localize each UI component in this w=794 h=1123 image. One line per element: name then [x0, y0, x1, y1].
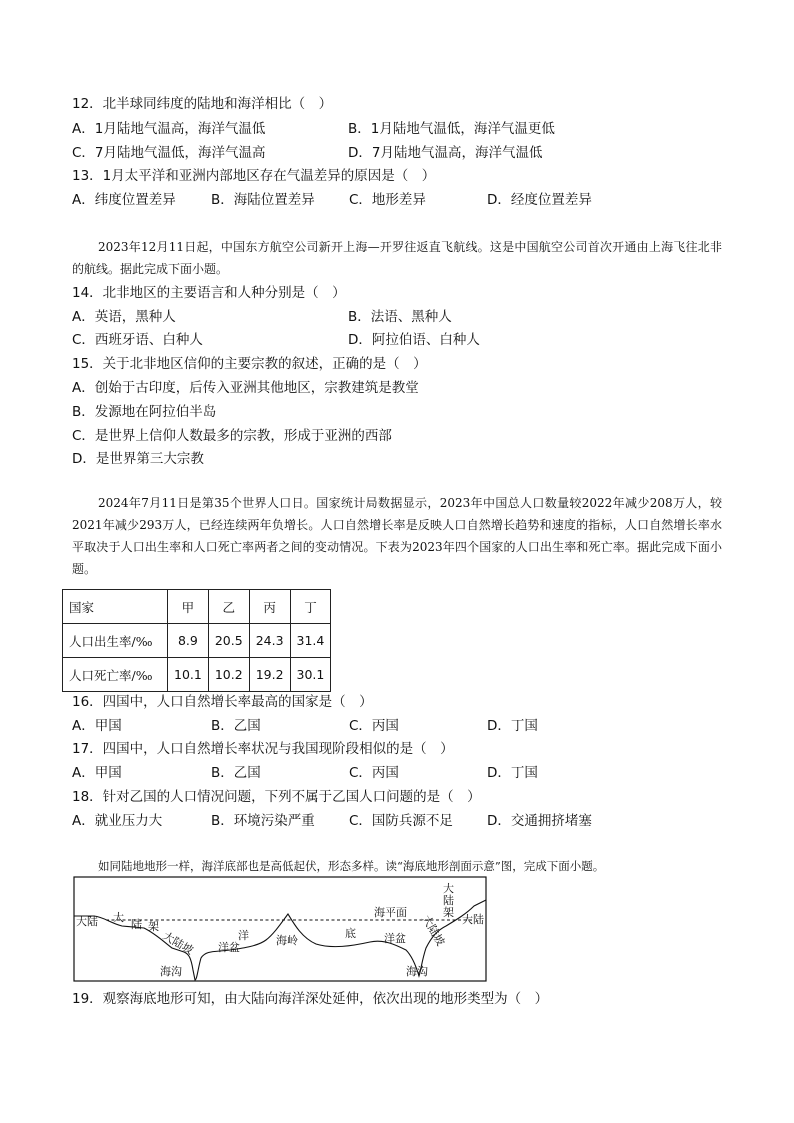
q12-option-a: A．1月陆地气温高，海洋气温低: [72, 121, 266, 137]
table-header-cell: 丁: [290, 590, 331, 624]
q18-option-c: C．国防兵源不足: [349, 813, 453, 829]
passage-seafloor-text: 如同陆地地形一样，海洋底部也是高低起伏，形态多样。读“海底地形剖面示意”图，完成下面小题。: [98, 859, 605, 873]
q16-option-a: A．甲国: [72, 718, 122, 734]
label-trench-left: 海沟: [160, 965, 182, 978]
q17-stem: 17．四国中，人口自然增长率状况与我国现阶段相似的是（ ）: [72, 741, 454, 757]
label-shelf-da: 大: [113, 911, 124, 924]
q17-option-c: C．丙国: [349, 765, 399, 781]
table-cell: 31.4: [290, 624, 331, 658]
q15-option-c: C．是世界上信仰人数最多的宗教，形成于亚洲的西部: [72, 428, 392, 444]
population-rate-table: [62, 589, 331, 692]
q17-option-b: B．乙国: [211, 765, 261, 781]
table-cell: 8.9: [168, 624, 209, 658]
table-header-cell: 甲: [168, 590, 209, 624]
label-shelf-right-jia: 架: [443, 906, 454, 919]
q16-option-d: D．丁国: [487, 718, 538, 734]
q12-stem: 12．北半球同纬度的陆地和海洋相比（ ）: [72, 96, 333, 112]
table-cell: 24.3: [249, 624, 290, 658]
q15-option-b: B．发源地在阿拉伯半岛: [72, 404, 217, 420]
label-trench-right: 海沟: [406, 965, 428, 978]
table-cell: 19.2: [249, 658, 290, 692]
table-cell: 10.1: [168, 658, 209, 692]
q15-option-d: D．是世界第三大宗教: [72, 451, 204, 467]
q16-option-c: C．丙国: [349, 718, 399, 734]
table-header-cell: 乙: [208, 590, 249, 624]
table-cell: 30.1: [290, 658, 331, 692]
q12-option-b: B．1月陆地气温低，海洋气温更低: [348, 121, 555, 137]
seafloor-profile-diagram: [70, 876, 490, 986]
table-row-death-rate: [63, 658, 331, 692]
q13-option-c: C．地形差异: [349, 192, 426, 208]
q15-stem: 15．关于北非地区信仰的主要宗教的叙述，正确的是（ ）: [72, 356, 427, 372]
label-slope-right: 大陆坡: [419, 913, 448, 949]
q16-stem: 16．四国中，人口自然增长率最高的国家是（ ）: [72, 694, 373, 710]
table-header-cell: 国家: [63, 590, 168, 624]
q16-option-b: B．乙国: [211, 718, 261, 734]
label-shelf-lu: 陆: [131, 918, 142, 931]
q13-option-a: A．纬度位置差异: [72, 192, 176, 208]
q15-option-a: A．创始于古印度，后传入亚洲其他地区，宗教建筑是教堂: [72, 380, 419, 396]
q18-stem: 18．针对乙国的人口情况问题，下列不属于乙国人口问题的是（ ）: [72, 789, 481, 805]
label-sea-level: 海平面: [374, 906, 407, 919]
table-header-row: [63, 590, 331, 624]
q18-option-a: A．就业压力大: [72, 813, 163, 829]
label-shelf-right-lu: 陆: [443, 894, 454, 907]
label-ridge: 海岭: [276, 934, 298, 947]
q13-option-b: B．海陆位置差异: [211, 192, 315, 208]
q14-option-c: C．西班牙语、白种人: [72, 332, 203, 348]
label-slope-left: 大陆坡: [160, 929, 196, 958]
label-ocean-yang: 洋: [238, 929, 249, 942]
q17-option-d: D．丁国: [487, 765, 538, 781]
label-basin-right: 洋盆: [384, 932, 406, 945]
q13-option-d: D．经度位置差异: [487, 192, 592, 208]
table-cell: 人口死亡率/‰: [63, 658, 168, 692]
table-row-birth-rate: [63, 624, 331, 658]
q14-option-b: B．法语、黑种人: [348, 309, 452, 325]
label-basin-left: 洋盆: [218, 941, 240, 954]
q18-option-b: B．环境污染严重: [211, 813, 315, 829]
table-header-cell: 丙: [249, 590, 290, 624]
label-continent-left: 大陆: [76, 915, 98, 928]
q13-stem: 13．1月太平洋和亚洲内部地区存在气温差异的原因是（ ）: [72, 168, 436, 184]
passage-population-day-text: 2024年7月11日是第35个世界人口日。国家统计局数据显示，2023年中国总人口数量较2022年减少208万人，较2021年减少293万人，已经连续两年负增长。人口自然增长率是反映人口自然增长趋势和速度的指标，人口自然增长率水平取决于人口出生率和人口死亡率两者之间的变动情况。下表为2023年四个国家的人口出生率和死亡率。据此完成下面小题。: [72, 496, 722, 576]
passage-population-day: [72, 492, 722, 580]
passage-seafloor: [72, 855, 722, 877]
label-floor-di: 底: [345, 927, 356, 940]
q14-stem: 14．北非地区的主要语言和人种分别是（ ）: [72, 285, 346, 301]
table-cell: 20.5: [208, 624, 249, 658]
q12-option-d: D．7月陆地气温高，海洋气温低: [348, 145, 543, 161]
q17-option-a: A．甲国: [72, 765, 122, 781]
label-shelf-right-da: 大: [443, 882, 454, 895]
label-continent-right: 大陆: [462, 913, 484, 926]
passage-flight-route: [72, 236, 722, 280]
table-cell: 10.2: [208, 658, 249, 692]
q14-option-a: A．英语，黑种人: [72, 309, 176, 325]
passage-flight-route-text: 2023年12月11日起，中国东方航空公司新开上海—开罗往返直飞航线。这是中国航空公司首次开通由上海飞往北非的航线。据此完成下面小题。: [72, 240, 722, 276]
label-shelf-jia: 架: [148, 920, 159, 933]
q12-option-c: C．7月陆地气温低，海洋气温高: [72, 145, 266, 161]
table-cell: 人口出生率/‰: [63, 624, 168, 658]
q18-option-d: D．交通拥挤堵塞: [487, 813, 592, 829]
q19-stem: 19．观察海底地形可知，由大陆向海洋深处延伸，依次出现的地形类型为（ ）: [72, 991, 549, 1007]
q14-option-d: D．阿拉伯语、白种人: [348, 332, 480, 348]
